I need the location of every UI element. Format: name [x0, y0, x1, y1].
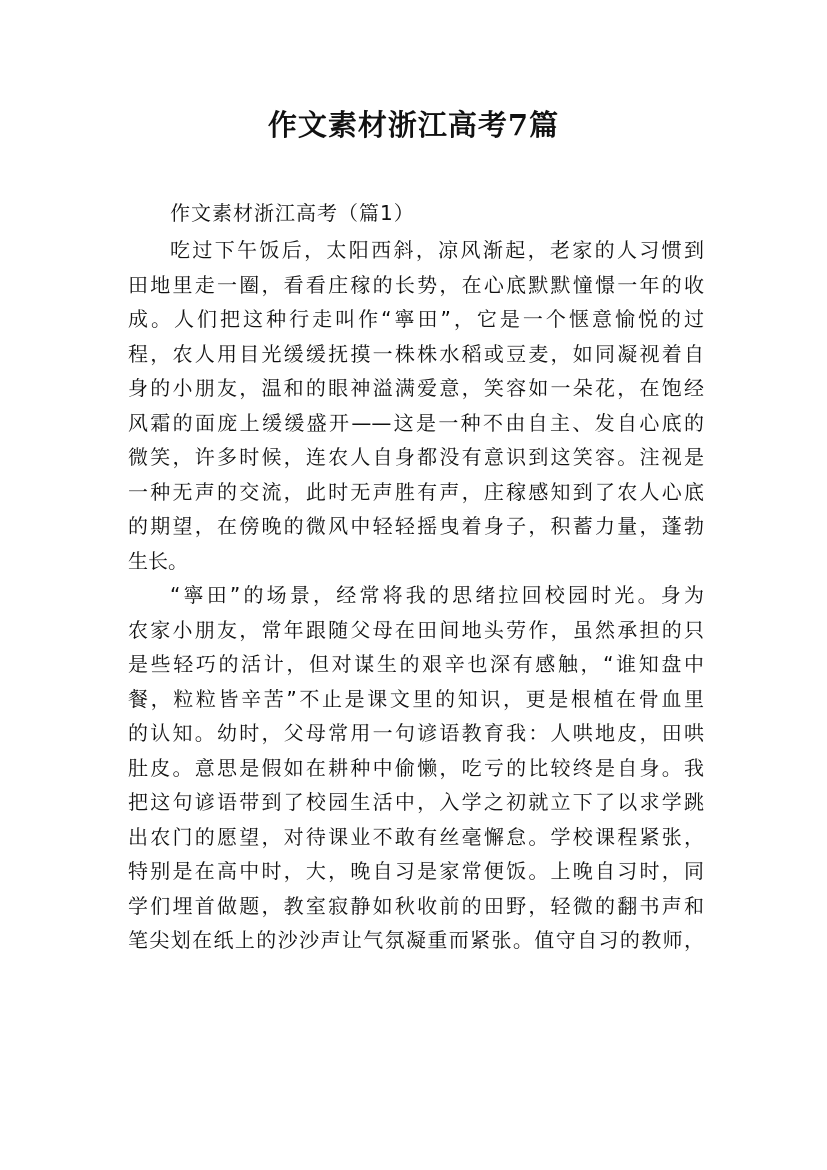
- text-line: 风霜的面庞上缓缓盛开——这是一种不由自主、发自心底的: [128, 410, 704, 435]
- text-line: 出农门的愿望，对待课业不敢有丝毫懈怠。学校课程紧张，: [128, 824, 704, 849]
- text-line: 餐，粒粒皆辛苦”不止是课文里的知识，更是根植在骨血里: [128, 686, 704, 711]
- text-line: 一种无声的交流，此时无声胜有声，庄稼感知到了农人心底: [128, 479, 704, 504]
- paragraph-1: [128, 233, 704, 578]
- text-line: 农家小朋友，常年跟随父母在田间地头劳作，虽然承担的只: [128, 617, 704, 642]
- text-line: 的期望，在傍晚的微风中轻轻摇曳着身子，积蓄力量，蓬勃: [128, 514, 704, 538]
- text-line: 特别是在高中时，大，晚自习是家常便饭。上晚自习时，同: [128, 859, 704, 883]
- text-line: “寧田”的场景，经常将我的思绪拉回校园时光。身为: [170, 583, 704, 607]
- paragraph-2: [128, 578, 704, 958]
- text-line: 笔尖划在纸上的沙沙声让气氛凝重而紧张。值守自习的教师，: [128, 928, 704, 952]
- text-line: 学们埋首做题，教室寂静如秋收前的田野，轻微的翻书声和: [128, 893, 704, 918]
- text-line: 身的小朋友，温和的眼神溢满爱意，笑容如一朵花，在饱经: [128, 376, 704, 400]
- document-title: 作文素材浙江高考7篇: [267, 108, 560, 142]
- text-line: 把这句谚语带到了校园生活中，入学之初就立下了以求学跳: [128, 790, 704, 814]
- text-line: 肚皮。意思是假如在耕种中偷懒，吃亏的比较终是自身。我: [128, 755, 704, 780]
- document-body: [128, 197, 704, 958]
- text-line: 成。人们把这种行走叫作“寧田”，它是一个惬意愉悦的过: [128, 307, 704, 331]
- text-line: 是些轻巧的活计，但对谋生的艰辛也深有感触，“谁知盘中: [128, 652, 704, 676]
- text-line: 吃过下午饭后，太阳西斜，凉风渐起，老家的人习惯到: [170, 238, 704, 262]
- text-line: 生长。: [128, 548, 188, 573]
- text-line: 的认知。幼时，父母常用一句谚语教育我：人哄地皮，田哄: [128, 721, 704, 745]
- text-line: 田地里走一圈，看看庄稼的长势，在心底默默憧憬一年的收: [128, 272, 704, 297]
- text-line: 程，农人用目光缓缓抚摸一株株水稻或豆麦，如同凝视着自: [128, 341, 704, 366]
- section-heading: 作文素材浙江高考（篇1）: [170, 201, 415, 225]
- text-line: 微笑，许多时候，连农人自身都没有意识到这笑容。注视是: [128, 445, 704, 469]
